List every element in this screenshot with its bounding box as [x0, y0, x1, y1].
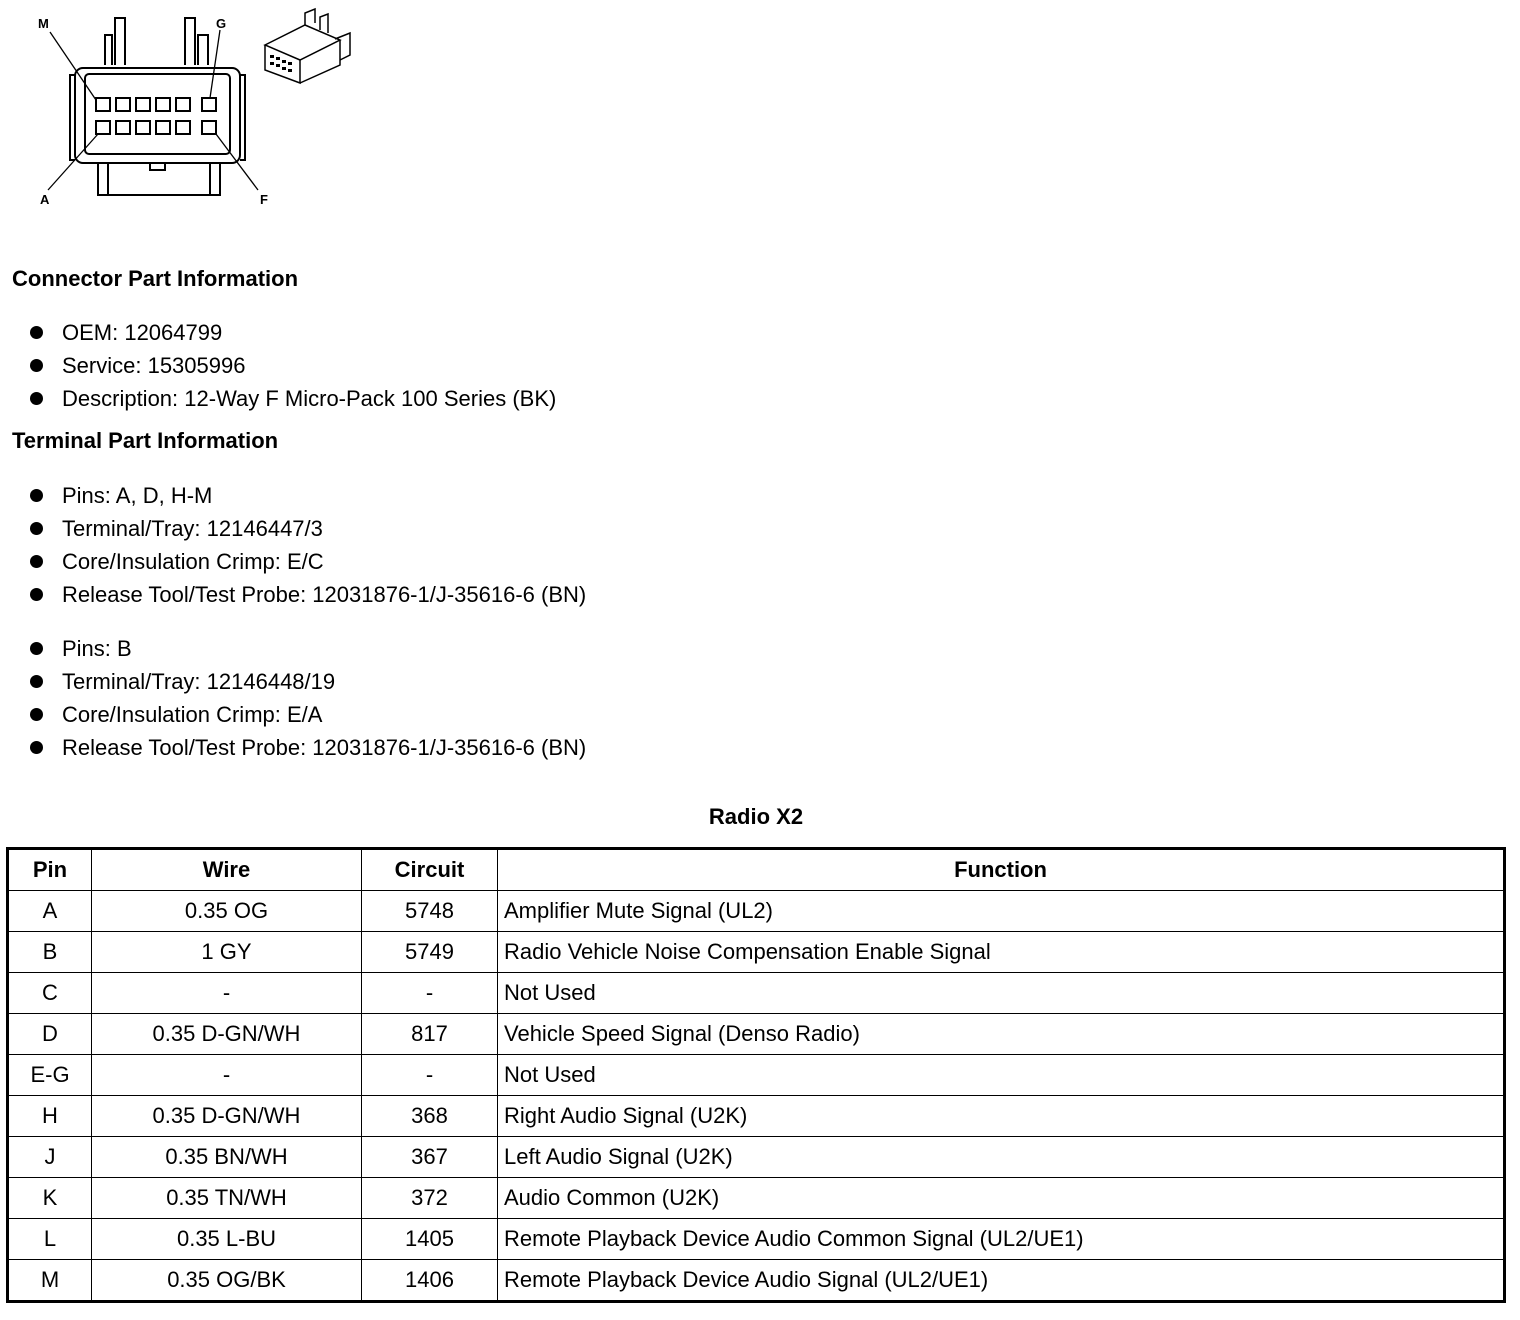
- cell-circuit: 1405: [362, 1219, 498, 1260]
- bullet-icon: [30, 522, 43, 535]
- pin-label-a: A: [40, 192, 50, 207]
- table-row: [8, 1137, 1505, 1178]
- cell-wire: 0.35 TN/WH: [92, 1178, 362, 1219]
- cell-wire: 0.35 OG: [92, 891, 362, 932]
- cell-wire: -: [92, 973, 362, 1014]
- cell-wire: 0.35 D-GN/WH: [92, 1014, 362, 1055]
- cell-circuit: 368: [362, 1096, 498, 1137]
- cell-function: Not Used: [498, 1055, 1505, 1096]
- cell-function: Audio Common (U2K): [498, 1178, 1505, 1219]
- cell-wire: 0.35 L-BU: [92, 1219, 362, 1260]
- list-item: Description: 12-Way F Micro-Pack 100 Series (BK): [28, 382, 556, 415]
- cell-circuit: -: [362, 973, 498, 1014]
- cell-wire: 1 GY: [92, 932, 362, 973]
- list-item: OEM: 12064799: [28, 316, 556, 349]
- cell-function: Left Audio Signal (U2K): [498, 1137, 1505, 1178]
- pin-label-f: F: [260, 192, 268, 207]
- cell-circuit: 372: [362, 1178, 498, 1219]
- table-row: [8, 1260, 1505, 1302]
- cell-pin: D: [8, 1014, 92, 1055]
- table-row: [8, 891, 1505, 932]
- list-item: Pins: A, D, H-M: [28, 479, 586, 512]
- connector-face-diagram: [30, 10, 280, 215]
- header-wire: Wire: [92, 849, 362, 891]
- cell-wire: -: [92, 1055, 362, 1096]
- bullet-icon: [30, 741, 43, 754]
- table-row: [8, 932, 1505, 973]
- table-row: [8, 1055, 1505, 1096]
- header-pin: Pin: [8, 849, 92, 891]
- cell-pin: K: [8, 1178, 92, 1219]
- pin-function-table: [6, 847, 1506, 1303]
- cell-pin: H: [8, 1096, 92, 1137]
- cell-wire: 0.35 OG/BK: [92, 1260, 362, 1302]
- list-item: Release Tool/Test Probe: 12031876-1/J-35616-6 (BN): [28, 578, 586, 611]
- bullet-icon: [30, 326, 43, 339]
- cell-function: Remote Playback Device Audio Common Signal (UL2/UE1): [498, 1219, 1505, 1260]
- table-row: [8, 1014, 1505, 1055]
- cell-function: Remote Playback Device Audio Signal (UL2/UE1): [498, 1260, 1505, 1302]
- cell-pin: M: [8, 1260, 92, 1302]
- cell-function: Right Audio Signal (U2K): [498, 1096, 1505, 1137]
- cell-function: Amplifier Mute Signal (UL2): [498, 891, 1505, 932]
- bullet-icon: [30, 588, 43, 601]
- connector-isometric-icon: [260, 5, 355, 85]
- connector-info-heading: Connector Part Information: [12, 266, 299, 291]
- table-row: [8, 1178, 1505, 1219]
- bullet-icon: [30, 642, 43, 655]
- cell-wire: 0.35 BN/WH: [92, 1137, 362, 1178]
- terminal-group-1-list: [28, 479, 586, 611]
- table-header-row: [8, 849, 1505, 891]
- cell-pin: L: [8, 1219, 92, 1260]
- list-item: Core/Insulation Crimp: E/A: [28, 698, 586, 731]
- table-row: [8, 973, 1505, 1014]
- cell-circuit: 5748: [362, 891, 498, 932]
- list-item: Terminal/Tray: 12146448/19: [28, 665, 586, 698]
- bullet-icon: [30, 555, 43, 568]
- table-row: [8, 1219, 1505, 1260]
- list-item: Pins: B: [28, 632, 586, 665]
- cell-pin: E-G: [8, 1055, 92, 1096]
- table-row: [8, 1096, 1505, 1137]
- cell-pin: C: [8, 973, 92, 1014]
- bullet-icon: [30, 359, 43, 372]
- cell-circuit: -: [362, 1055, 498, 1096]
- bullet-icon: [30, 392, 43, 405]
- bullet-icon: [30, 708, 43, 721]
- cell-pin: A: [8, 891, 92, 932]
- pin-label-g: G: [216, 16, 227, 31]
- terminal-info-heading: Terminal Part Information: [12, 428, 279, 453]
- list-item: Core/Insulation Crimp: E/C: [28, 545, 586, 578]
- cell-circuit: 5749: [362, 932, 498, 973]
- header-function: Function: [498, 849, 1505, 891]
- pin-label-m: M: [38, 16, 49, 31]
- table-title: Radio X2: [708, 804, 804, 829]
- list-item: Release Tool/Test Probe: 12031876-1/J-35616-6 (BN): [28, 731, 586, 764]
- cell-circuit: 817: [362, 1014, 498, 1055]
- cell-function: Vehicle Speed Signal (Denso Radio): [498, 1014, 1505, 1055]
- cell-circuit: 1406: [362, 1260, 498, 1302]
- header-circuit: Circuit: [362, 849, 498, 891]
- bullet-icon: [30, 489, 43, 502]
- list-item: Service: 15305996: [28, 349, 556, 382]
- cell-function: Not Used: [498, 973, 1505, 1014]
- bullet-icon: [30, 675, 43, 688]
- cell-circuit: 367: [362, 1137, 498, 1178]
- terminal-group-2-list: [28, 632, 586, 764]
- cell-pin: B: [8, 932, 92, 973]
- list-item: Terminal/Tray: 12146447/3: [28, 512, 586, 545]
- cell-function: Radio Vehicle Noise Compensation Enable Signal: [498, 932, 1505, 973]
- cell-pin: J: [8, 1137, 92, 1178]
- connector-info-list: [28, 316, 556, 415]
- cell-wire: 0.35 D-GN/WH: [92, 1096, 362, 1137]
